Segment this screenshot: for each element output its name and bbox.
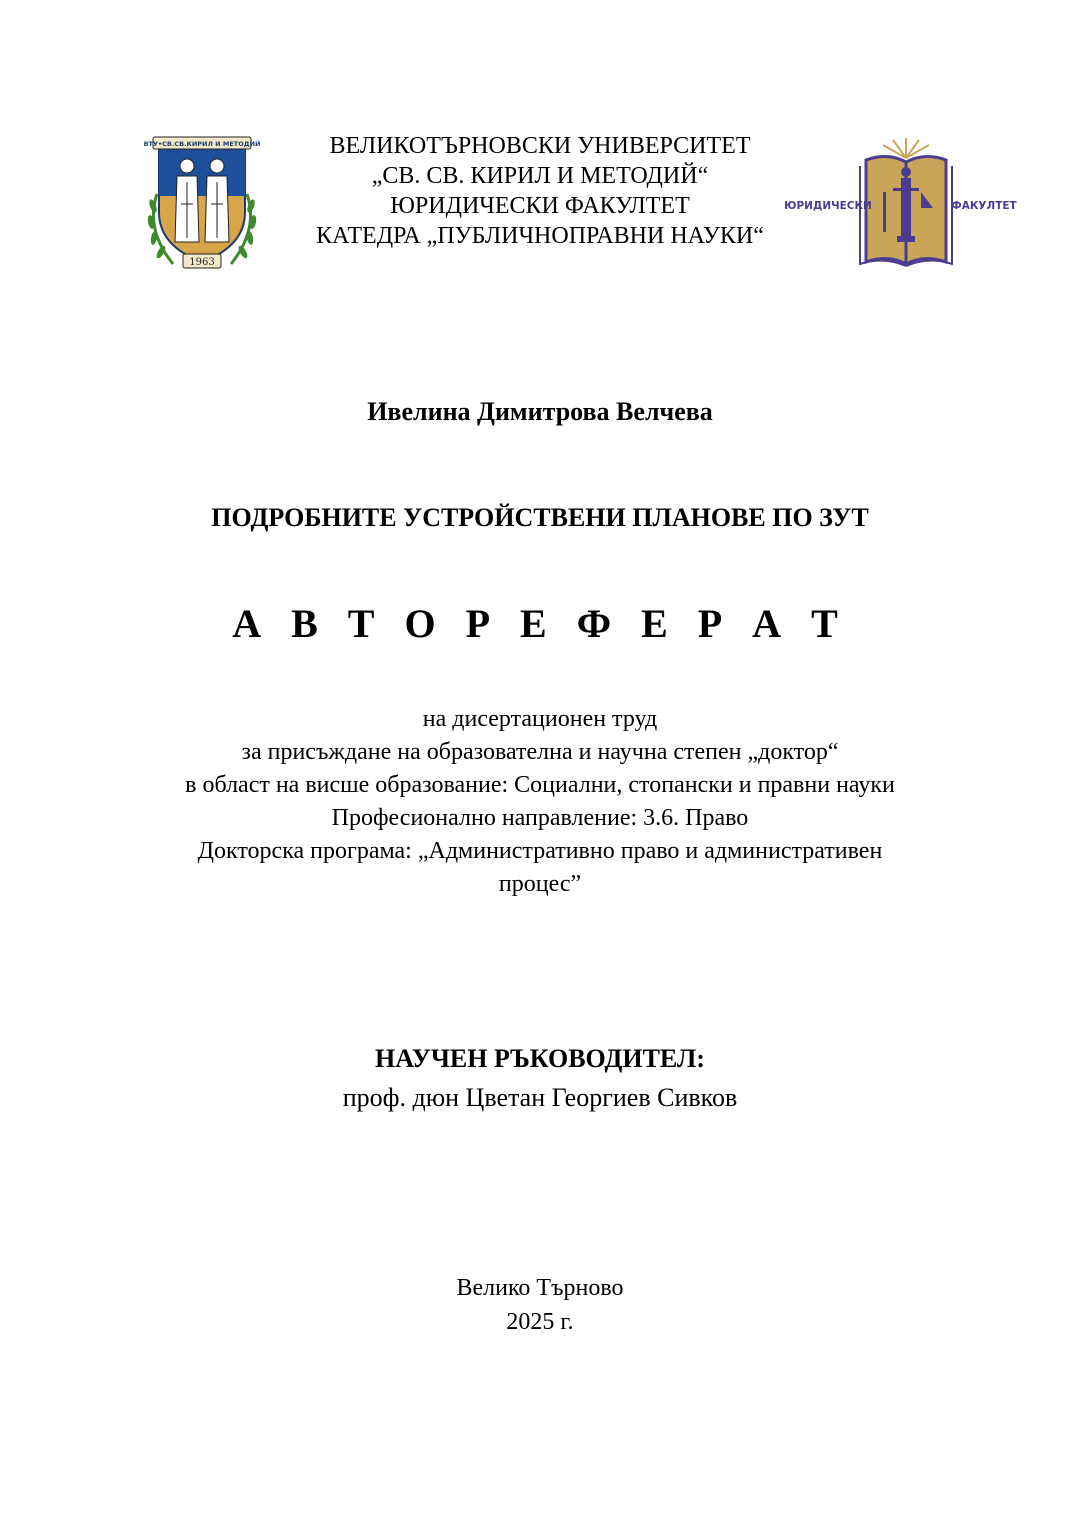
dissertation-description	[0, 703, 1080, 901]
emblem-right-text: ФАКУЛТЕТ	[951, 200, 1017, 212]
publication-year: 2025 г.	[506, 1309, 574, 1335]
description-line: Професионално направление: 3.6. Право	[331, 805, 749, 831]
description-line: на дисертационен труд	[422, 706, 658, 732]
author-name: Ивелина Димитрова Велчева	[367, 397, 713, 426]
seal-ribbon-text: ВТУ•СВ.СВ.КИРИЛ И МЕТОДИЙ	[143, 140, 261, 148]
seal-year-text: 1963	[189, 257, 215, 268]
university-seal-icon	[143, 134, 261, 276]
description-line: процес”	[498, 871, 582, 897]
university-name: ВЕЛИКОТЪРНОВСКИ УНИВЕРСИТЕТ	[329, 133, 751, 159]
description-line: Докторска програма: „Административно право и административен	[197, 838, 883, 864]
publication-place: Велико Търново	[456, 1275, 624, 1301]
emblem-left-text: ЮРИДИЧЕСКИ	[784, 200, 872, 212]
supervisor-name: проф. дюн Цветан Георгиев Сивков	[342, 1083, 738, 1112]
university-patron: „СВ. СВ. КИРИЛ И МЕТОДИЙ“	[371, 163, 709, 189]
description-line: за присъждане на образователна и научна степен „доктор“	[241, 739, 839, 765]
faculty-name: ЮРИДИЧЕСКИ ФАКУЛТЕТ	[390, 193, 690, 219]
dissertation-topic: ПОДРОБНИТЕ УСТРОЙСТВЕНИ ПЛАНОВЕ ПО ЗУТ	[211, 503, 869, 532]
description-line: в област на висше образование: Социални, стопански и правни науки	[185, 772, 895, 798]
law-faculty-emblem-icon	[784, 136, 1017, 266]
document-type-title: А В Т О Р Е Ф Е Р А Т	[232, 601, 848, 646]
supervisor-heading: НАУЧЕН РЪКОВОДИТЕЛ:	[375, 1044, 705, 1073]
department-name: КАТЕДРА „ПУБЛИЧНОПРАВНИ НАУКИ“	[316, 223, 764, 249]
institution-header	[270, 131, 810, 251]
